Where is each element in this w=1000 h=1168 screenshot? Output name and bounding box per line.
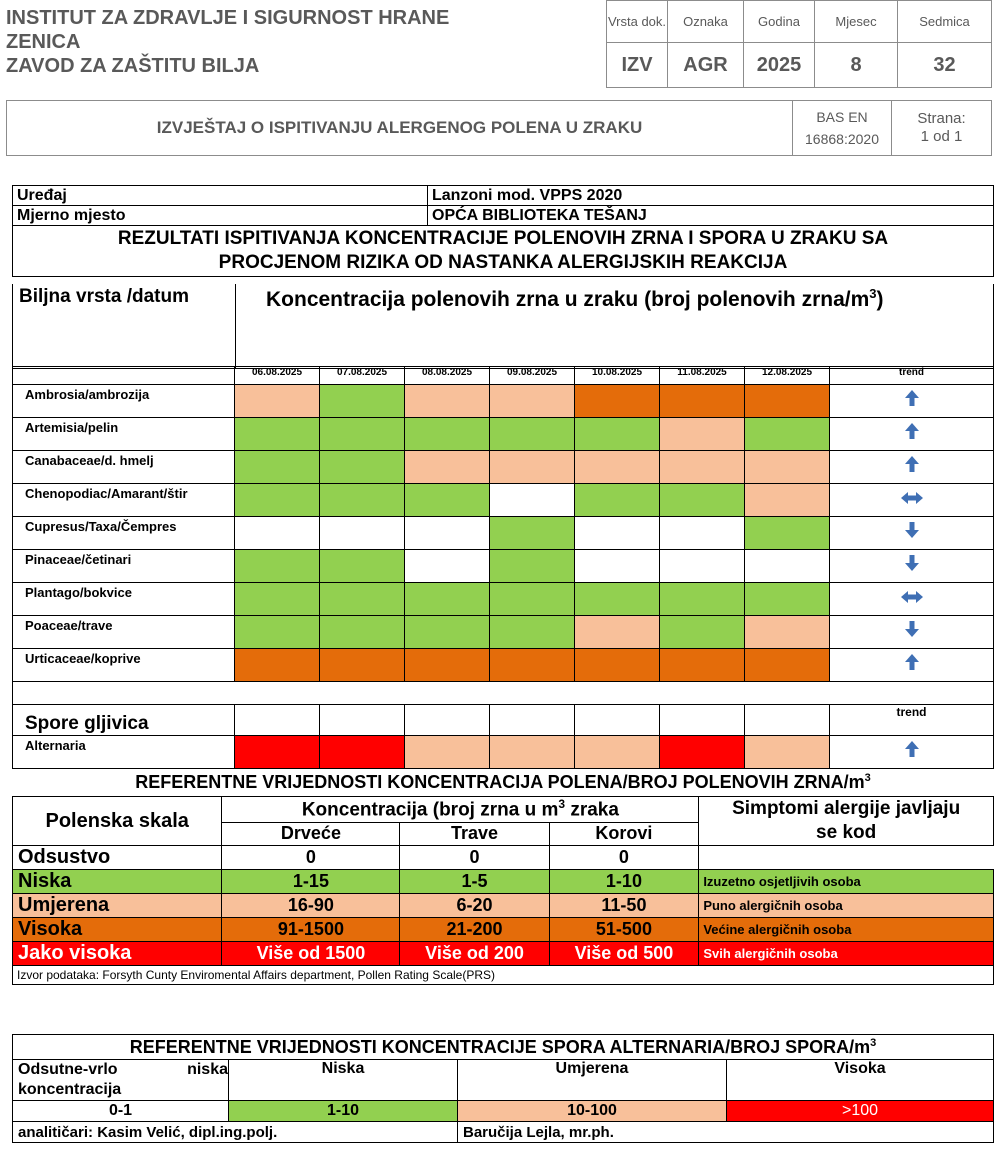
institute-line-2: ZENICA bbox=[6, 31, 81, 53]
concentration-header-text: Koncentracija polenovih zrna u zraku (broj polenovih zrna/m bbox=[266, 288, 870, 311]
concentration-cell-lo bbox=[745, 418, 830, 451]
ref-spores-title-sup: 3 bbox=[870, 1036, 877, 1049]
standard-line-1: BAS EN bbox=[816, 109, 868, 125]
concentration-cell-lo bbox=[320, 451, 405, 484]
concentration-cell-hi bbox=[235, 649, 320, 682]
species-name: Urticaceae/koprive bbox=[13, 649, 235, 682]
pollen-scale-row bbox=[13, 870, 994, 894]
standard-line-2: 16868:2020 bbox=[805, 131, 879, 147]
pollen-scale-header: Polenska skala bbox=[13, 797, 222, 846]
concentration-cell-mod bbox=[490, 385, 575, 418]
concentration-cell-none bbox=[660, 517, 745, 550]
species-name: Cupresus/Taxa/Čempres bbox=[13, 517, 235, 550]
spores-header-blank bbox=[575, 705, 660, 736]
arrow-up-icon bbox=[830, 385, 994, 418]
spore-mod-header: Umjerena bbox=[458, 1060, 727, 1101]
ref-spores-table bbox=[12, 1034, 994, 1143]
concentration-cell-mod bbox=[490, 736, 575, 769]
concentration-cell-mod bbox=[405, 451, 490, 484]
pollen-conc-header-end: zraka bbox=[565, 799, 619, 821]
concentration-cell-lo bbox=[235, 451, 320, 484]
scale-trees: 91-1500 bbox=[222, 918, 400, 942]
species-row bbox=[13, 616, 994, 649]
standard-reference bbox=[793, 101, 892, 156]
concentration-cell-hi bbox=[320, 649, 405, 682]
institute-line-3: ZAVOD ZA ZAŠTITU BILJA bbox=[6, 55, 260, 77]
measurement-info-table bbox=[12, 185, 994, 277]
results-title-line-1: REZULTATI ISPITIVANJA KONCENTRACIJE POLENOVIH ZRNA I SPORA U ZRAKU SA bbox=[117, 228, 889, 249]
concentration-header-end: ) bbox=[876, 288, 884, 311]
col-grass: Trave bbox=[400, 822, 549, 845]
arrow-down-icon bbox=[830, 550, 994, 583]
concentration-cell-lo bbox=[490, 418, 575, 451]
arrow-up-icon bbox=[830, 451, 994, 484]
spore-mod-value: 10-100 bbox=[458, 1101, 727, 1122]
device-value: Lanzoni mod. VPPS 2020 bbox=[428, 186, 994, 206]
concentration-cell-lo bbox=[660, 484, 745, 517]
scale-grass: 21-200 bbox=[400, 918, 549, 942]
symptom-text: Većine alergičnih osoba bbox=[699, 918, 994, 942]
concentration-cell-mod bbox=[745, 451, 830, 484]
species-row bbox=[13, 451, 994, 484]
scale-weeds: Više od 500 bbox=[549, 942, 699, 966]
scale-trees: 0 bbox=[222, 846, 400, 870]
col-weeds: Korovi bbox=[549, 822, 699, 845]
species-row bbox=[13, 736, 994, 769]
arrow-down-icon bbox=[830, 517, 994, 550]
concentration-cell-lo bbox=[575, 418, 660, 451]
scale-grass: 0 bbox=[400, 846, 549, 870]
concentration-cell-none bbox=[660, 550, 745, 583]
ref-source: Izvor podataka: Forsyth Cunty Enviromental Affairs department, Pollen Rating Scale(PRS) bbox=[13, 966, 994, 985]
concentration-cell-hi bbox=[405, 649, 490, 682]
meta-label-year: Godina bbox=[744, 1, 815, 43]
concentration-cell-lo bbox=[235, 550, 320, 583]
spores-header-blank bbox=[235, 705, 320, 736]
page-label: Strana: bbox=[917, 110, 966, 127]
concentration-cell-mod bbox=[405, 736, 490, 769]
species-name: Chenopodiac/Amarant/štir bbox=[13, 484, 235, 517]
pollen-scale-row bbox=[13, 942, 994, 966]
pollen-scale-row bbox=[13, 894, 994, 918]
concentration-cell-hi bbox=[490, 649, 575, 682]
date-header: 06.08.2025 bbox=[235, 367, 320, 385]
scale-weeds: 1-10 bbox=[549, 870, 699, 894]
species-name: Pinaceae/četinari bbox=[13, 550, 235, 583]
symptom-text: Puno alergičnih osoba bbox=[699, 894, 994, 918]
scale-grass: 1-5 bbox=[400, 870, 549, 894]
concentration-cell-lo bbox=[320, 418, 405, 451]
concentration-cell-lo bbox=[235, 616, 320, 649]
scale-grass: Više od 200 bbox=[400, 942, 549, 966]
concentration-cell-hi bbox=[575, 385, 660, 418]
date-header-blank bbox=[13, 367, 235, 385]
concentration-cell-lo bbox=[490, 583, 575, 616]
concentration-cell-lo bbox=[235, 484, 320, 517]
pollen-conc-header-sup: 3 bbox=[558, 797, 566, 812]
date-header: 12.08.2025 bbox=[745, 367, 830, 385]
spacer-row bbox=[13, 682, 994, 705]
symptom-text: Svih alergičnih osoba bbox=[699, 942, 994, 966]
concentration-cell-vh bbox=[320, 736, 405, 769]
spore-high-value: >100 bbox=[727, 1101, 994, 1122]
concentration-cell-lo bbox=[320, 550, 405, 583]
concentration-cell-lo bbox=[490, 616, 575, 649]
species-name: Canabaceae/d. hmelj bbox=[13, 451, 235, 484]
concentration-cell-none bbox=[405, 550, 490, 583]
meta-label-month: Mjesec bbox=[815, 1, 898, 43]
concentration-cell-lo bbox=[235, 583, 320, 616]
scale-trees: Više od 1500 bbox=[222, 942, 400, 966]
concentration-cell-none bbox=[575, 517, 660, 550]
arrow-left-right-icon bbox=[830, 583, 994, 616]
date-header: 11.08.2025 bbox=[660, 367, 745, 385]
species-name: Poaceae/trave bbox=[13, 616, 235, 649]
concentration-cell-mod bbox=[405, 385, 490, 418]
concentration-cell-lo bbox=[405, 418, 490, 451]
meta-value-month: 8 bbox=[815, 43, 898, 88]
concentration-cell-lo bbox=[405, 583, 490, 616]
arrow-down-icon bbox=[830, 616, 994, 649]
concentration-cell-lo bbox=[320, 484, 405, 517]
pollen-grid bbox=[12, 366, 994, 769]
concentration-cell-none bbox=[320, 517, 405, 550]
concentration-cell-none bbox=[235, 517, 320, 550]
meta-label-doc-type: Vrsta dok. bbox=[607, 1, 668, 43]
scale-level: Visoka bbox=[13, 918, 222, 942]
arrow-left-right-icon bbox=[830, 484, 994, 517]
analyst-2: Baručija Lejla, mr.ph. bbox=[458, 1122, 994, 1143]
concentration-cell-none bbox=[745, 550, 830, 583]
meta-value-code: AGR bbox=[668, 43, 744, 88]
spore-high-header: Visoka bbox=[727, 1060, 994, 1101]
scale-level: Odsustvo bbox=[13, 846, 222, 870]
concentration-cell-mod bbox=[745, 616, 830, 649]
ref-pollen-title bbox=[12, 772, 994, 793]
spores-trend-header: trend bbox=[830, 705, 994, 736]
concentration-cell-hi bbox=[660, 385, 745, 418]
scale-weeds: 11-50 bbox=[549, 894, 699, 918]
scale-trees: 1-15 bbox=[222, 870, 400, 894]
spore-absent-value: 0-1 bbox=[13, 1101, 229, 1122]
species-name: Alternaria bbox=[13, 736, 235, 769]
species-row bbox=[13, 583, 994, 616]
ref-pollen-title-sup: 3 bbox=[864, 772, 871, 784]
concentration-cell-lo bbox=[745, 517, 830, 550]
col-trees: Drveće bbox=[222, 822, 400, 845]
concentration-cell-lo bbox=[490, 550, 575, 583]
meta-value-week: 32 bbox=[898, 43, 992, 88]
concentration-cell-hi bbox=[575, 649, 660, 682]
symptoms-header: Simptomi alergije javljaju se kod bbox=[699, 797, 994, 846]
concentration-header-sup: 3 bbox=[869, 286, 877, 301]
species-row bbox=[13, 649, 994, 682]
meta-label-code: Oznaka bbox=[668, 1, 744, 43]
page-indicator bbox=[892, 101, 992, 156]
date-header: 09.08.2025 bbox=[490, 367, 575, 385]
spores-header-blank bbox=[320, 705, 405, 736]
spore-low-header: Niska bbox=[229, 1060, 458, 1101]
scale-level: Jako visoka bbox=[13, 942, 222, 966]
spacer-cell bbox=[13, 682, 994, 705]
concentration-cell-none bbox=[405, 517, 490, 550]
pollen-conc-header bbox=[222, 797, 699, 823]
date-header: 07.08.2025 bbox=[320, 367, 405, 385]
page-value: 1 od 1 bbox=[920, 128, 963, 145]
concentration-cell-mod bbox=[660, 418, 745, 451]
concentration-header-table bbox=[12, 284, 994, 369]
species-date-header: Biljna vrsta /datum bbox=[13, 284, 236, 369]
site-label: Mjerno mjesto bbox=[13, 206, 428, 226]
spores-header-blank bbox=[490, 705, 575, 736]
concentration-cell-hi bbox=[660, 649, 745, 682]
concentration-cell-lo bbox=[320, 583, 405, 616]
arrow-up-icon bbox=[830, 736, 994, 769]
spores-header-row bbox=[13, 705, 994, 736]
results-title-line-2: PROCJENOM RIZIKA OD NASTANKA ALERGIJSKIH REAKCIJA bbox=[218, 252, 788, 273]
report-title-table bbox=[6, 100, 992, 156]
scale-weeds: 0 bbox=[549, 846, 699, 870]
concentration-cell-lo bbox=[660, 583, 745, 616]
ref-pollen-title-text: REFERENTNE VRIJEDNOSTI KONCENTRACIJA POLENA/BROJ POLENOVIH ZRNA/m bbox=[135, 772, 865, 792]
spores-header-blank bbox=[745, 705, 830, 736]
date-header: 08.08.2025 bbox=[405, 367, 490, 385]
concentration-cell-mod bbox=[745, 484, 830, 517]
species-row bbox=[13, 517, 994, 550]
arrow-up-icon bbox=[830, 418, 994, 451]
concentration-cell-mod bbox=[660, 451, 745, 484]
symptom-text: Izuzetno osjetljivih osoba bbox=[699, 870, 994, 894]
scale-weeds: 51-500 bbox=[549, 918, 699, 942]
concentration-cell-hi bbox=[745, 385, 830, 418]
concentration-cell-lo bbox=[575, 583, 660, 616]
scale-level: Niska bbox=[13, 870, 222, 894]
meta-label-week: Sedmica bbox=[898, 1, 992, 43]
document-meta-table bbox=[606, 0, 992, 88]
concentration-cell-vh bbox=[660, 736, 745, 769]
concentration-cell-mod bbox=[575, 451, 660, 484]
scale-grass: 6-20 bbox=[400, 894, 549, 918]
concentration-cell-none bbox=[490, 484, 575, 517]
site-value: OPĆA BIBLIOTEKA TEŠANJ bbox=[428, 206, 994, 226]
species-row bbox=[13, 418, 994, 451]
concentration-cell-mod bbox=[490, 451, 575, 484]
concentration-cell-lo bbox=[320, 385, 405, 418]
meta-value-doc-type: IZV bbox=[607, 43, 668, 88]
species-name: Ambrosia/ambrozija bbox=[13, 385, 235, 418]
date-header: 10.08.2025 bbox=[575, 367, 660, 385]
pollen-scale-row bbox=[13, 846, 994, 870]
concentration-cell-hi bbox=[745, 649, 830, 682]
concentration-cell-lo bbox=[575, 484, 660, 517]
arrow-up-icon bbox=[830, 649, 994, 682]
analysts: analitičari: Kasim Velić, dipl.ing.polj. bbox=[13, 1122, 458, 1143]
concentration-cell-mod bbox=[235, 385, 320, 418]
date-header-row bbox=[13, 367, 994, 385]
device-label: Uređaj bbox=[13, 186, 428, 206]
pollen-conc-header-text: Koncentracija (broj zrna u m bbox=[301, 799, 559, 821]
concentration-cell-mod bbox=[575, 736, 660, 769]
report-title: IZVJEŠTAJ O ISPITIVANJU ALERGENOG POLENA U ZRAKU bbox=[7, 101, 793, 156]
institute-line-1: INSTITUT ZA ZDRAVLJE I SIGURNOST HRANE bbox=[6, 7, 450, 29]
spore-absent-header: Odsutne-vrlo niska koncentracija bbox=[13, 1060, 229, 1101]
concentration-cell-lo bbox=[235, 418, 320, 451]
species-row bbox=[13, 385, 994, 418]
ref-pollen-table bbox=[12, 796, 994, 985]
scale-trees: 16-90 bbox=[222, 894, 400, 918]
concentration-cell-mod bbox=[575, 616, 660, 649]
institute-name bbox=[6, 6, 596, 78]
concentration-cell-mod bbox=[745, 736, 830, 769]
spores-header: Spore gljivica bbox=[13, 705, 235, 736]
species-row bbox=[13, 484, 994, 517]
spore-low-value: 1-10 bbox=[229, 1101, 458, 1122]
ref-spores-title bbox=[13, 1035, 994, 1060]
concentration-cell-lo bbox=[490, 517, 575, 550]
concentration-cell-lo bbox=[745, 583, 830, 616]
concentration-header bbox=[236, 284, 994, 369]
trend-header: trend bbox=[830, 367, 994, 385]
species-name: Plantago/bokvice bbox=[13, 583, 235, 616]
spores-header-blank bbox=[660, 705, 745, 736]
results-title bbox=[13, 226, 994, 277]
concentration-cell-lo bbox=[320, 616, 405, 649]
concentration-cell-lo bbox=[660, 616, 745, 649]
ref-spores-title-text: REFERENTNE VRIJEDNOSTI KONCENTRACIJE SPORA ALTERNARIA/BROJ SPORA/m bbox=[129, 1036, 871, 1057]
spores-header-blank bbox=[405, 705, 490, 736]
pollen-scale-row bbox=[13, 918, 994, 942]
meta-value-year: 2025 bbox=[744, 43, 815, 88]
concentration-cell-lo bbox=[405, 616, 490, 649]
concentration-cell-lo bbox=[405, 484, 490, 517]
scale-level: Umjerena bbox=[13, 894, 222, 918]
species-row bbox=[13, 550, 994, 583]
concentration-cell-vh bbox=[235, 736, 320, 769]
concentration-cell-none bbox=[575, 550, 660, 583]
species-name: Artemisia/pelin bbox=[13, 418, 235, 451]
